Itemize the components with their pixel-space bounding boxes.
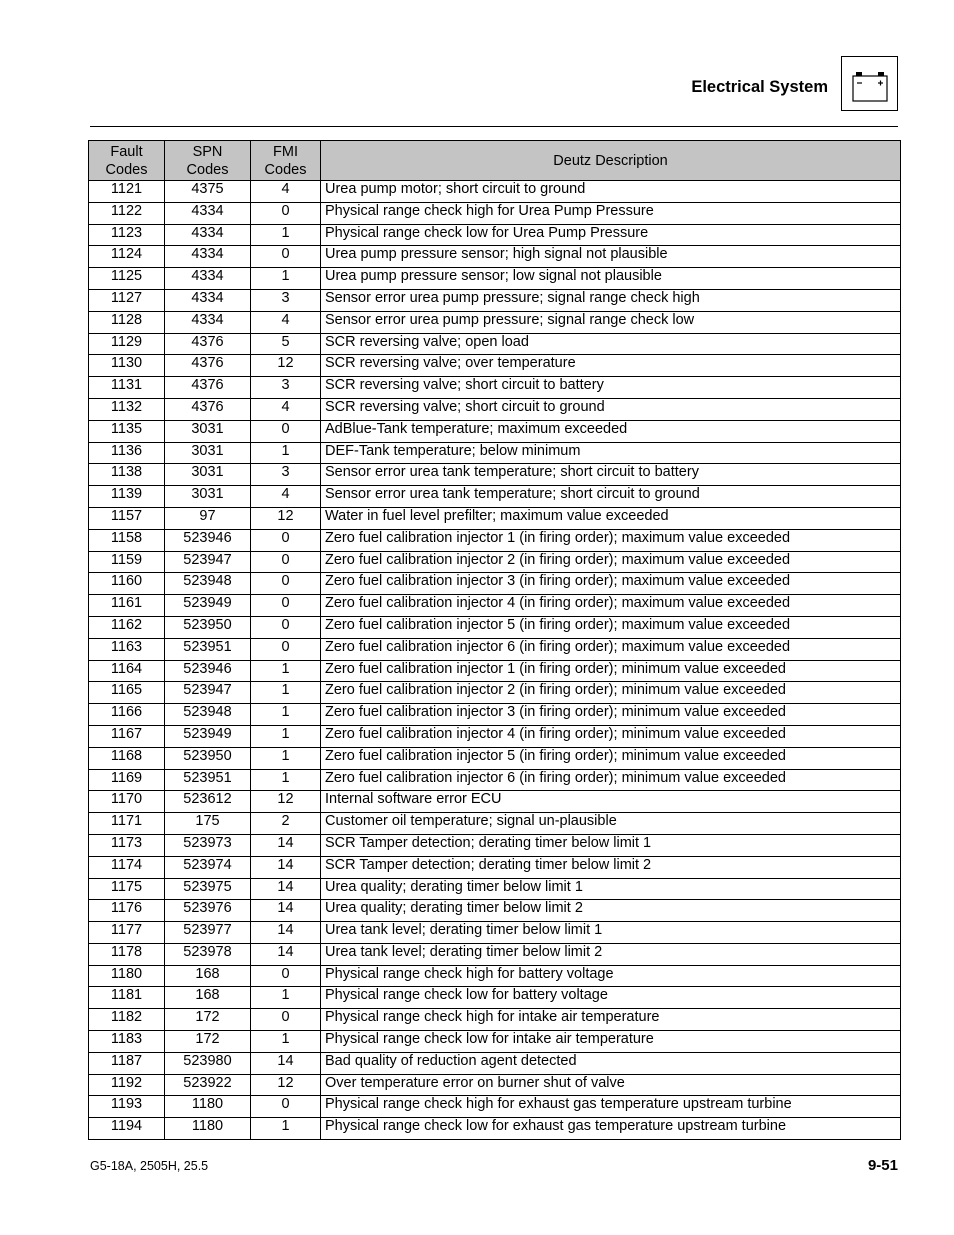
spn-code-cell: 4334 — [165, 268, 251, 290]
fmi-code-cell: 3 — [251, 377, 321, 399]
fmi-code-cell: 0 — [251, 202, 321, 224]
fmi-code-cell: 1 — [251, 769, 321, 791]
fmi-code-cell: 4 — [251, 311, 321, 333]
description-cell: Urea quality; derating timer below limit 2 — [321, 900, 901, 922]
description-cell: Internal software error ECU — [321, 791, 901, 813]
spn-code-cell: 523975 — [165, 878, 251, 900]
table-row — [89, 1096, 901, 1118]
fmi-code-cell: 0 — [251, 638, 321, 660]
spn-code-cell: 523976 — [165, 900, 251, 922]
spn-code-cell: 4334 — [165, 246, 251, 268]
description-cell: Urea pump motor; short circuit to ground — [321, 181, 901, 203]
spn-code-cell: 523977 — [165, 922, 251, 944]
spn-code-cell: 4376 — [165, 377, 251, 399]
spn-code-cell: 4334 — [165, 202, 251, 224]
description-cell: Bad quality of reduction agent detected — [321, 1052, 901, 1074]
footer-page-number: 9-51 — [867, 1157, 898, 1174]
description-cell: Physical range check high for battery voltage — [321, 965, 901, 987]
spn-code-cell: 4334 — [165, 224, 251, 246]
fmi-code-cell: 4 — [251, 181, 321, 203]
header-spn-line1: SPN — [192, 143, 223, 160]
fault-code-cell: 1192 — [89, 1074, 165, 1096]
fault-code-cell: 1168 — [89, 747, 165, 769]
fmi-code-cell: 14 — [251, 834, 321, 856]
table-row — [89, 246, 901, 268]
fault-code-cell: 1130 — [89, 355, 165, 377]
table-header-row — [89, 141, 901, 181]
fmi-code-cell: 14 — [251, 922, 321, 944]
fault-code-cell: 1170 — [89, 791, 165, 813]
description-cell: Customer oil temperature; signal un-plausible — [321, 813, 901, 835]
description-cell: Physical range check low for battery voltage — [321, 987, 901, 1009]
spn-code-cell: 523980 — [165, 1052, 251, 1074]
fmi-code-cell: 0 — [251, 420, 321, 442]
description-cell: Water in fuel level prefilter; maximum value exceeded — [321, 507, 901, 529]
description-cell: Physical range check high for Urea Pump Pressure — [321, 202, 901, 224]
fmi-code-cell: 1 — [251, 747, 321, 769]
fault-code-cell: 1173 — [89, 834, 165, 856]
spn-code-cell: 3031 — [165, 420, 251, 442]
spn-code-cell: 4375 — [165, 181, 251, 203]
fault-code-cell: 1159 — [89, 551, 165, 573]
spn-code-cell: 1180 — [165, 1118, 251, 1140]
fault-code-cell: 1164 — [89, 660, 165, 682]
fmi-code-cell: 0 — [251, 965, 321, 987]
table-row — [89, 551, 901, 573]
description-cell: Zero fuel calibration injector 5 (in firing order); maximum value exceeded — [321, 616, 901, 638]
description-cell: Urea tank level; derating timer below limit 2 — [321, 943, 901, 965]
fmi-code-cell: 1 — [251, 987, 321, 1009]
fmi-code-cell: 2 — [251, 813, 321, 835]
description-cell: SCR reversing valve; over temperature — [321, 355, 901, 377]
table-row — [89, 682, 901, 704]
table-row — [89, 355, 901, 377]
fault-code-cell: 1127 — [89, 289, 165, 311]
table-row — [89, 442, 901, 464]
fault-code-cell: 1176 — [89, 900, 165, 922]
fmi-code-cell: 0 — [251, 595, 321, 617]
fault-code-cell: 1169 — [89, 769, 165, 791]
spn-code-cell: 523947 — [165, 682, 251, 704]
description-cell: Zero fuel calibration injector 3 (in firing order); maximum value exceeded — [321, 573, 901, 595]
fault-code-cell: 1177 — [89, 922, 165, 944]
spn-code-cell: 523978 — [165, 943, 251, 965]
spn-code-cell: 523946 — [165, 660, 251, 682]
fmi-code-cell: 0 — [251, 616, 321, 638]
fault-code-cell: 1193 — [89, 1096, 165, 1118]
fault-code-cell: 1129 — [89, 333, 165, 355]
header-divider — [90, 126, 898, 127]
fmi-code-cell: 12 — [251, 1074, 321, 1096]
fmi-code-cell: 3 — [251, 289, 321, 311]
fault-code-cell: 1167 — [89, 725, 165, 747]
fmi-code-cell: 1 — [251, 268, 321, 290]
description-cell: Zero fuel calibration injector 4 (in firing order); minimum value exceeded — [321, 725, 901, 747]
table-row — [89, 224, 901, 246]
table-row — [89, 529, 901, 551]
spn-code-cell: 523948 — [165, 573, 251, 595]
description-cell: SCR Tamper detection; derating timer below limit 2 — [321, 856, 901, 878]
description-cell: Physical range check high for intake air temperature — [321, 1009, 901, 1031]
table-row — [89, 181, 901, 203]
fmi-code-cell: 0 — [251, 551, 321, 573]
description-cell: SCR Tamper detection; derating timer below limit 1 — [321, 834, 901, 856]
fault-code-cell: 1136 — [89, 442, 165, 464]
fmi-code-cell: 14 — [251, 900, 321, 922]
fault-code-cell: 1163 — [89, 638, 165, 660]
description-cell: SCR reversing valve; short circuit to ground — [321, 398, 901, 420]
description-cell: Zero fuel calibration injector 6 (in firing order); maximum value exceeded — [321, 638, 901, 660]
table-row — [89, 922, 901, 944]
description-cell: Sensor error urea pump pressure; signal range check high — [321, 289, 901, 311]
description-cell: Zero fuel calibration injector 6 (in firing order); minimum value exceeded — [321, 769, 901, 791]
fault-code-cell: 1161 — [89, 595, 165, 617]
fault-code-cell: 1166 — [89, 704, 165, 726]
fault-code-cell: 1165 — [89, 682, 165, 704]
description-cell: Sensor error urea tank temperature; short circuit to battery — [321, 464, 901, 486]
header-fmi-line1: FMI — [273, 143, 298, 160]
table-row — [89, 1031, 901, 1053]
table-row — [89, 834, 901, 856]
header-deutz-description: Deutz Description — [321, 141, 901, 181]
fault-code-cell: 1124 — [89, 246, 165, 268]
spn-code-cell: 523951 — [165, 769, 251, 791]
fmi-code-cell: 14 — [251, 943, 321, 965]
description-cell: Zero fuel calibration injector 2 (in firing order); minimum value exceeded — [321, 682, 901, 704]
fault-code-cell: 1138 — [89, 464, 165, 486]
table-row — [89, 769, 901, 791]
table-row — [89, 965, 901, 987]
header-fault-codes — [89, 141, 165, 181]
table-row — [89, 1118, 901, 1140]
header-spn-codes — [165, 141, 251, 181]
spn-code-cell: 3031 — [165, 442, 251, 464]
spn-code-cell: 4334 — [165, 311, 251, 333]
fmi-code-cell: 12 — [251, 791, 321, 813]
fault-code-cell: 1175 — [89, 878, 165, 900]
battery-icon-graphic — [842, 57, 897, 110]
table-row — [89, 420, 901, 442]
spn-code-cell: 97 — [165, 507, 251, 529]
table-row — [89, 464, 901, 486]
spn-code-cell: 523951 — [165, 638, 251, 660]
table-row — [89, 660, 901, 682]
description-cell: Zero fuel calibration injector 1 (in firing order); maximum value exceeded — [321, 529, 901, 551]
fmi-code-cell: 0 — [251, 573, 321, 595]
description-cell: SCR reversing valve; short circuit to battery — [321, 377, 901, 399]
fault-code-cell: 1128 — [89, 311, 165, 333]
spn-code-cell: 523948 — [165, 704, 251, 726]
description-cell: Zero fuel calibration injector 5 (in firing order); minimum value exceeded — [321, 747, 901, 769]
fmi-code-cell: 4 — [251, 486, 321, 508]
table-row — [89, 377, 901, 399]
spn-code-cell: 3031 — [165, 464, 251, 486]
battery-icon — [841, 56, 898, 111]
description-cell: AdBlue-Tank temperature; maximum exceeded — [321, 420, 901, 442]
fault-code-cell: 1160 — [89, 573, 165, 595]
description-cell: Urea tank level; derating timer below limit 1 — [321, 922, 901, 944]
spn-code-cell: 168 — [165, 987, 251, 1009]
fmi-code-cell: 1 — [251, 725, 321, 747]
fault-code-cell: 1187 — [89, 1052, 165, 1074]
description-cell: SCR reversing valve; open load — [321, 333, 901, 355]
spn-code-cell: 172 — [165, 1031, 251, 1053]
description-cell: Physical range check low for intake air temperature — [321, 1031, 901, 1053]
fmi-code-cell: 4 — [251, 398, 321, 420]
section-title: Electrical System — [691, 78, 828, 96]
table-row — [89, 1074, 901, 1096]
spn-code-cell: 523947 — [165, 551, 251, 573]
table-row — [89, 486, 901, 508]
spn-code-cell: 175 — [165, 813, 251, 835]
fault-code-cell: 1182 — [89, 1009, 165, 1031]
header-fault-line2: Codes — [105, 161, 148, 178]
table-row — [89, 595, 901, 617]
fault-code-cell: 1157 — [89, 507, 165, 529]
description-cell: Sensor error urea pump pressure; signal range check low — [321, 311, 901, 333]
fault-code-cell: 1125 — [89, 268, 165, 290]
fmi-code-cell: 0 — [251, 1096, 321, 1118]
table-row — [89, 987, 901, 1009]
fmi-code-cell: 5 — [251, 333, 321, 355]
description-cell: Over temperature error on burner shut of valve — [321, 1074, 901, 1096]
table-row — [89, 398, 901, 420]
description-cell: Sensor error urea tank temperature; short circuit to ground — [321, 486, 901, 508]
spn-code-cell: 523973 — [165, 834, 251, 856]
spn-code-cell: 523950 — [165, 747, 251, 769]
spn-code-cell: 3031 — [165, 486, 251, 508]
fault-code-cell: 1194 — [89, 1118, 165, 1140]
table-row — [89, 747, 901, 769]
table-row — [89, 725, 901, 747]
table-row — [89, 943, 901, 965]
spn-code-cell: 523946 — [165, 529, 251, 551]
fmi-code-cell: 1 — [251, 660, 321, 682]
fault-code-cell: 1132 — [89, 398, 165, 420]
spn-code-cell: 4334 — [165, 289, 251, 311]
description-cell: Zero fuel calibration injector 3 (in firing order); minimum value exceeded — [321, 704, 901, 726]
fmi-code-cell: 1 — [251, 1031, 321, 1053]
table-row — [89, 878, 901, 900]
fault-code-cell: 1174 — [89, 856, 165, 878]
fmi-code-cell: 12 — [251, 355, 321, 377]
header-fmi-codes — [251, 141, 321, 181]
spn-code-cell: 4376 — [165, 398, 251, 420]
table-row — [89, 268, 901, 290]
fmi-code-cell: 0 — [251, 1009, 321, 1031]
table-row — [89, 704, 901, 726]
header-fmi-line2: Codes — [264, 161, 307, 178]
spn-code-cell: 172 — [165, 1009, 251, 1031]
table-row — [89, 333, 901, 355]
spn-code-cell: 168 — [165, 965, 251, 987]
fmi-code-cell: 3 — [251, 464, 321, 486]
description-cell: Physical range check high for exhaust gas temperature upstream turbine — [321, 1096, 901, 1118]
fault-code-cell: 1135 — [89, 420, 165, 442]
description-cell: Urea quality; derating timer below limit 1 — [321, 878, 901, 900]
fault-code-cell: 1183 — [89, 1031, 165, 1053]
header-fault-line1: Fault — [110, 143, 143, 160]
fault-code-cell: 1131 — [89, 377, 165, 399]
table-row — [89, 791, 901, 813]
header-spn-line2: Codes — [186, 161, 229, 178]
fmi-code-cell: 1 — [251, 704, 321, 726]
fault-code-cell: 1121 — [89, 181, 165, 203]
fmi-code-cell: 1 — [251, 442, 321, 464]
fmi-code-cell: 1 — [251, 224, 321, 246]
fault-code-cell: 1181 — [89, 987, 165, 1009]
description-cell: Zero fuel calibration injector 4 (in firing order); maximum value exceeded — [321, 595, 901, 617]
fault-code-cell: 1162 — [89, 616, 165, 638]
table-row — [89, 900, 901, 922]
fault-code-cell: 1178 — [89, 943, 165, 965]
table-row — [89, 813, 901, 835]
spn-code-cell: 523974 — [165, 856, 251, 878]
spn-code-cell: 523950 — [165, 616, 251, 638]
table-row — [89, 1009, 901, 1031]
table-row — [89, 573, 901, 595]
footer-doc-id: G5-18A, 2505H, 25.5 — [90, 1159, 209, 1173]
fmi-code-cell: 1 — [251, 682, 321, 704]
spn-code-cell: 4376 — [165, 333, 251, 355]
fmi-code-cell: 14 — [251, 878, 321, 900]
fault-code-cell: 1158 — [89, 529, 165, 551]
description-cell: DEF-Tank temperature; below minimum — [321, 442, 901, 464]
spn-code-cell: 1180 — [165, 1096, 251, 1118]
table-row — [89, 311, 901, 333]
table-row — [89, 202, 901, 224]
fault-code-table — [88, 140, 901, 1140]
fault-code-cell: 1171 — [89, 813, 165, 835]
table-row — [89, 507, 901, 529]
spn-code-cell: 523922 — [165, 1074, 251, 1096]
fault-code-cell: 1123 — [89, 224, 165, 246]
description-cell: Urea pump pressure sensor; low signal not plausible — [321, 268, 901, 290]
fmi-code-cell: 14 — [251, 1052, 321, 1074]
spn-code-cell: 523949 — [165, 725, 251, 747]
spn-code-cell: 523949 — [165, 595, 251, 617]
table-row — [89, 1052, 901, 1074]
table-row — [89, 289, 901, 311]
table-row — [89, 616, 901, 638]
description-cell: Zero fuel calibration injector 2 (in firing order); maximum value exceeded — [321, 551, 901, 573]
fmi-code-cell: 0 — [251, 529, 321, 551]
description-cell: Physical range check low for Urea Pump Pressure — [321, 224, 901, 246]
fmi-code-cell: 1 — [251, 1118, 321, 1140]
description-cell: Urea pump pressure sensor; high signal not plausible — [321, 246, 901, 268]
fmi-code-cell: 0 — [251, 246, 321, 268]
description-cell: Zero fuel calibration injector 1 (in firing order); minimum value exceeded — [321, 660, 901, 682]
fmi-code-cell: 14 — [251, 856, 321, 878]
table-row — [89, 638, 901, 660]
spn-code-cell: 523612 — [165, 791, 251, 813]
fmi-code-cell: 12 — [251, 507, 321, 529]
description-cell: Physical range check low for exhaust gas temperature upstream turbine — [321, 1118, 901, 1140]
table-row — [89, 856, 901, 878]
fault-code-cell: 1139 — [89, 486, 165, 508]
spn-code-cell: 4376 — [165, 355, 251, 377]
fault-code-cell: 1122 — [89, 202, 165, 224]
fault-code-cell: 1180 — [89, 965, 165, 987]
